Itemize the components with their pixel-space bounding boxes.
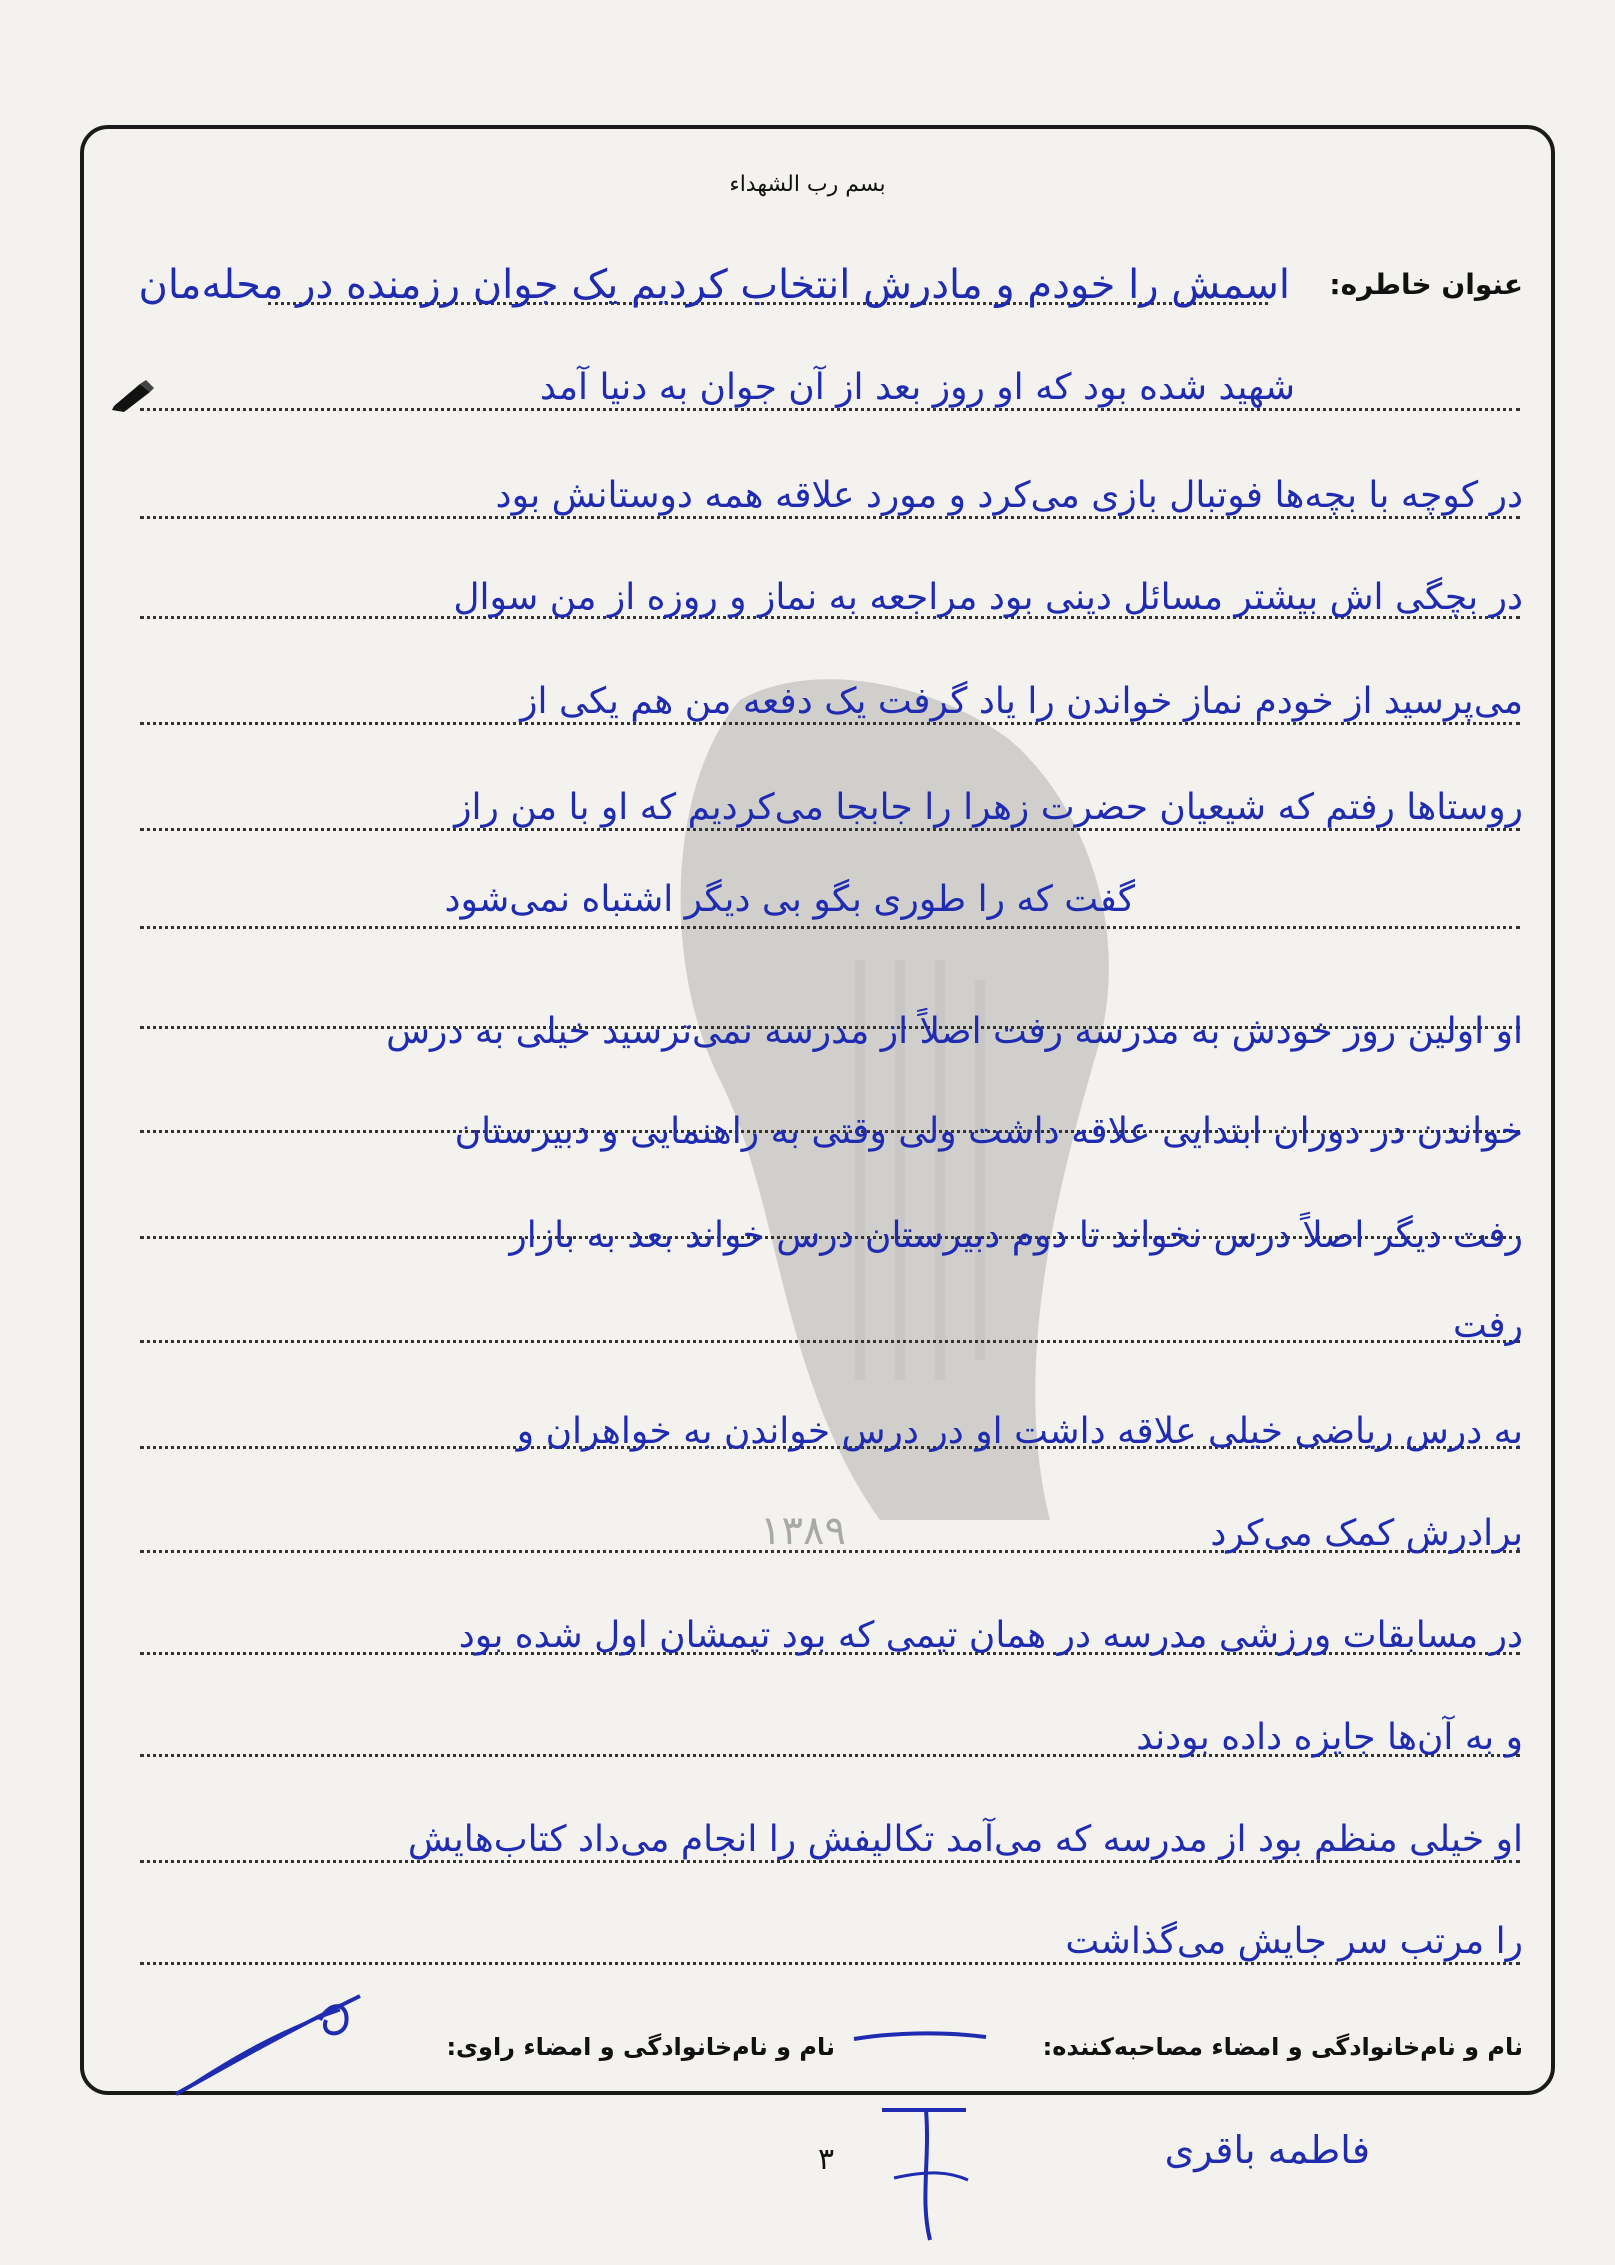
handwritten-line: در مسابقات ورزشی مدرسه در همان تیمی که بود تیمشان اول شده بود	[458, 1615, 1523, 1656]
handwritten-line: خواندن در دوران ابتدایی علاقه داشت ولی وقتی به راهنمایی و دبیرستان	[454, 1111, 1523, 1152]
handwritten-line: در بچگی اش بیشتر مسائل دینی بود مراجعه به نماز و روزه از من سوال	[453, 577, 1523, 618]
handwritten-line: رفت دیگر اصلاً درس نخواند تا دوم دبیرستان درس خواند بعد به بازار	[509, 1215, 1523, 1256]
stamp-signature	[870, 2100, 980, 2250]
narrator-signature	[170, 1990, 370, 2100]
handwritten-line: او خیلی منظم بود از مدرسه که می‌آمد تکالیفش را انجام می‌داد کتاب‌هایش	[407, 1819, 1523, 1860]
page-number: ۳	[818, 2142, 835, 2177]
handwritten-line: روستاها رفتم که شیعیان حضرت زهرا را جابجا می‌کردیم که او با من راز	[454, 787, 1523, 828]
handwritten-line: می‌پرسید از خودم نماز خواندن را یاد گرفت یک دفعه من هم یکی از	[520, 681, 1523, 722]
watermark-year: ۱۳۸۹	[760, 1508, 846, 1554]
basmala-header: بسم رب الشهداء	[729, 172, 886, 197]
handwritten-line: شهید شده بود که او روز بعد از آن جوان به دنیا آمد	[539, 367, 1295, 408]
interviewer-signature	[850, 2025, 990, 2055]
handwritten-line: برادرش کمک می‌کرد	[1210, 1513, 1523, 1554]
handwritten-line: گفت که را طوری بگو بی دیگر اشتباه نمی‌شود	[444, 879, 1135, 920]
handwritten-line: را مرتب سر جایش می‌گذاشت	[1065, 1921, 1523, 1962]
narrator-name-handwritten: فاطمه باقری	[1164, 2128, 1370, 2172]
memory-title-label: عنوان خاطره:	[1329, 268, 1523, 301]
interviewer-label: نام و نام‌خانوادگی و امضاء مصاحبه‌کننده:	[1042, 2033, 1523, 2061]
form-border	[80, 125, 1555, 2095]
handwritten-line: رفت	[1453, 1305, 1523, 1346]
pencil-icon	[110, 378, 156, 412]
handwritten-line: به درس ریاضی خیلی علاقه داشت او در درس خواندن به خواهران و	[516, 1411, 1523, 1452]
handwritten-line: در کوچه با بچه‌ها فوتبال بازی می‌کرد و مورد علاقه همه دوستانش بود	[495, 475, 1523, 516]
narrator-label: نام و نام‌خانوادگی و امضاء راوی:	[446, 2033, 835, 2061]
handwritten-title: اسمش را خودم و مادرش انتخاب کردیم یک جوان رزمنده در محله‌مان	[138, 262, 1290, 308]
handwritten-line: او اولین روز خودش به مدرسه رفت اصلاً از مدرسه نمی‌ترسید خیلی به درس	[386, 1011, 1523, 1052]
handwritten-line: و به آن‌ها جایزه داده بودند	[1136, 1717, 1523, 1758]
